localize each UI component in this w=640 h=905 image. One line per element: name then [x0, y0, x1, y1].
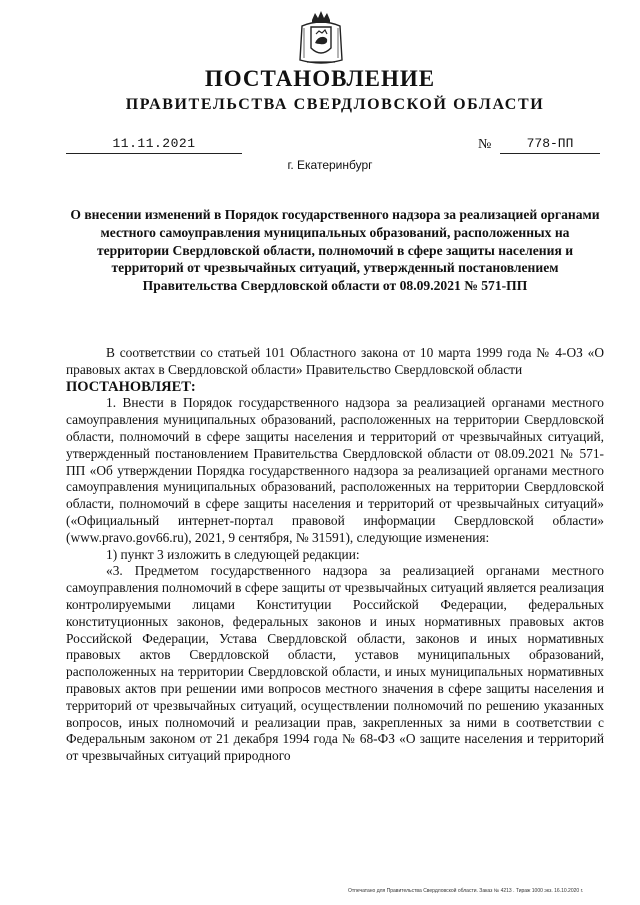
number-sign: №: [478, 137, 492, 152]
issuing-authority: ПРАВИТЕЛЬСТВА СВЕРДЛОВСКОЙ ОБЛАСТИ: [125, 96, 545, 113]
decree-word: ПОСТАНОВЛЯЕТ:: [66, 378, 196, 395]
document-date: 11.11.2021: [66, 136, 242, 154]
item-1-paragraph: 1. Внести в Порядок государственного надзора за реализацией органами местного самоуправления муниципальных образований, расположенных на территории Свердловской области, полномочий в сфере защиты населения и территорий от чрезвычайных ситуаций, утвержденный постановлением Правительства Свердловской области от 08.09.2021 № 571-ПП «Об утверждении Порядка государственного надзора за реализацией органами местного самоуправления муниципальных образований, расположенных на территории Свердловской области, полномочий в сфере защиты населения и территорий от чрезвычайных ситуаций» («Официальный интернет-портал правовой информации Свердловской области» (www.pravo.gov66.ru), 2021, 9 сентября, № 31591), следующие изменения:: [66, 395, 604, 545]
coat-of-arms-icon: [298, 10, 344, 66]
city-line: г. Екатеринбург: [287, 158, 373, 172]
document-heading: О внесении изменений в Порядок государственного надзора за реализацией органами местного самоуправления муниципальных образований, расположенных на территории Свердловской области, полномочий в сфере защиты населения и территорий от чрезвычайных ситуаций, утвержденный постановлением Правительства Свердловской области от 08.09.2021 № 571-ПП: [70, 207, 600, 294]
print-imprint: Отпечатано для Правительства Свердловской области. Заказ № 4213 . Тираж 1000 экз. 16.10.2020 г.: [348, 888, 584, 894]
document-body: [66, 345, 604, 765]
intro-paragraph: В соответствии со статьей 101 Областного закона от 10 марта 1999 года № 4-ОЗ «О правовых актах в Свердловской области» Правительство Свердловской области: [66, 345, 604, 377]
subitem-1-paragraph: 1) пункт 3 изложить в следующей редакции:: [106, 546, 360, 562]
document-number: 778-ПП: [500, 136, 600, 154]
quoted-paragraph: «3. Предметом государственного надзора за реализацией органами местного самоуправления полномочий в сфере защиты от чрезвычайных ситуаций является реализация контролируемыми лицами Конституции Российской Федерации, федеральных конституционных законов, федеральных законов и иных нормативных правовых актов Российской Федерации, Устава Свердловской области, законов и иных нормативных правовых актов Свердловской области, уставов муниципальных образований, расположенных на территории Свердловской области, и иных муниципальных нормативных правовых актов при решении ими вопросов местного значения в сфере защиты населения и территорий от чрезвычайных ситуаций, осуществлении полномочий по решению указанных вопросов, иных полномочий и реализации прав, закрепленных за ними в соответствии с Федеральным законом от 21 декабря 1994 года № 68-ФЗ «О защите населения и территорий от чрезвычайных ситуаций природного: [66, 563, 604, 764]
document-title: ПОСТАНОВЛЕНИЕ: [204, 66, 436, 91]
